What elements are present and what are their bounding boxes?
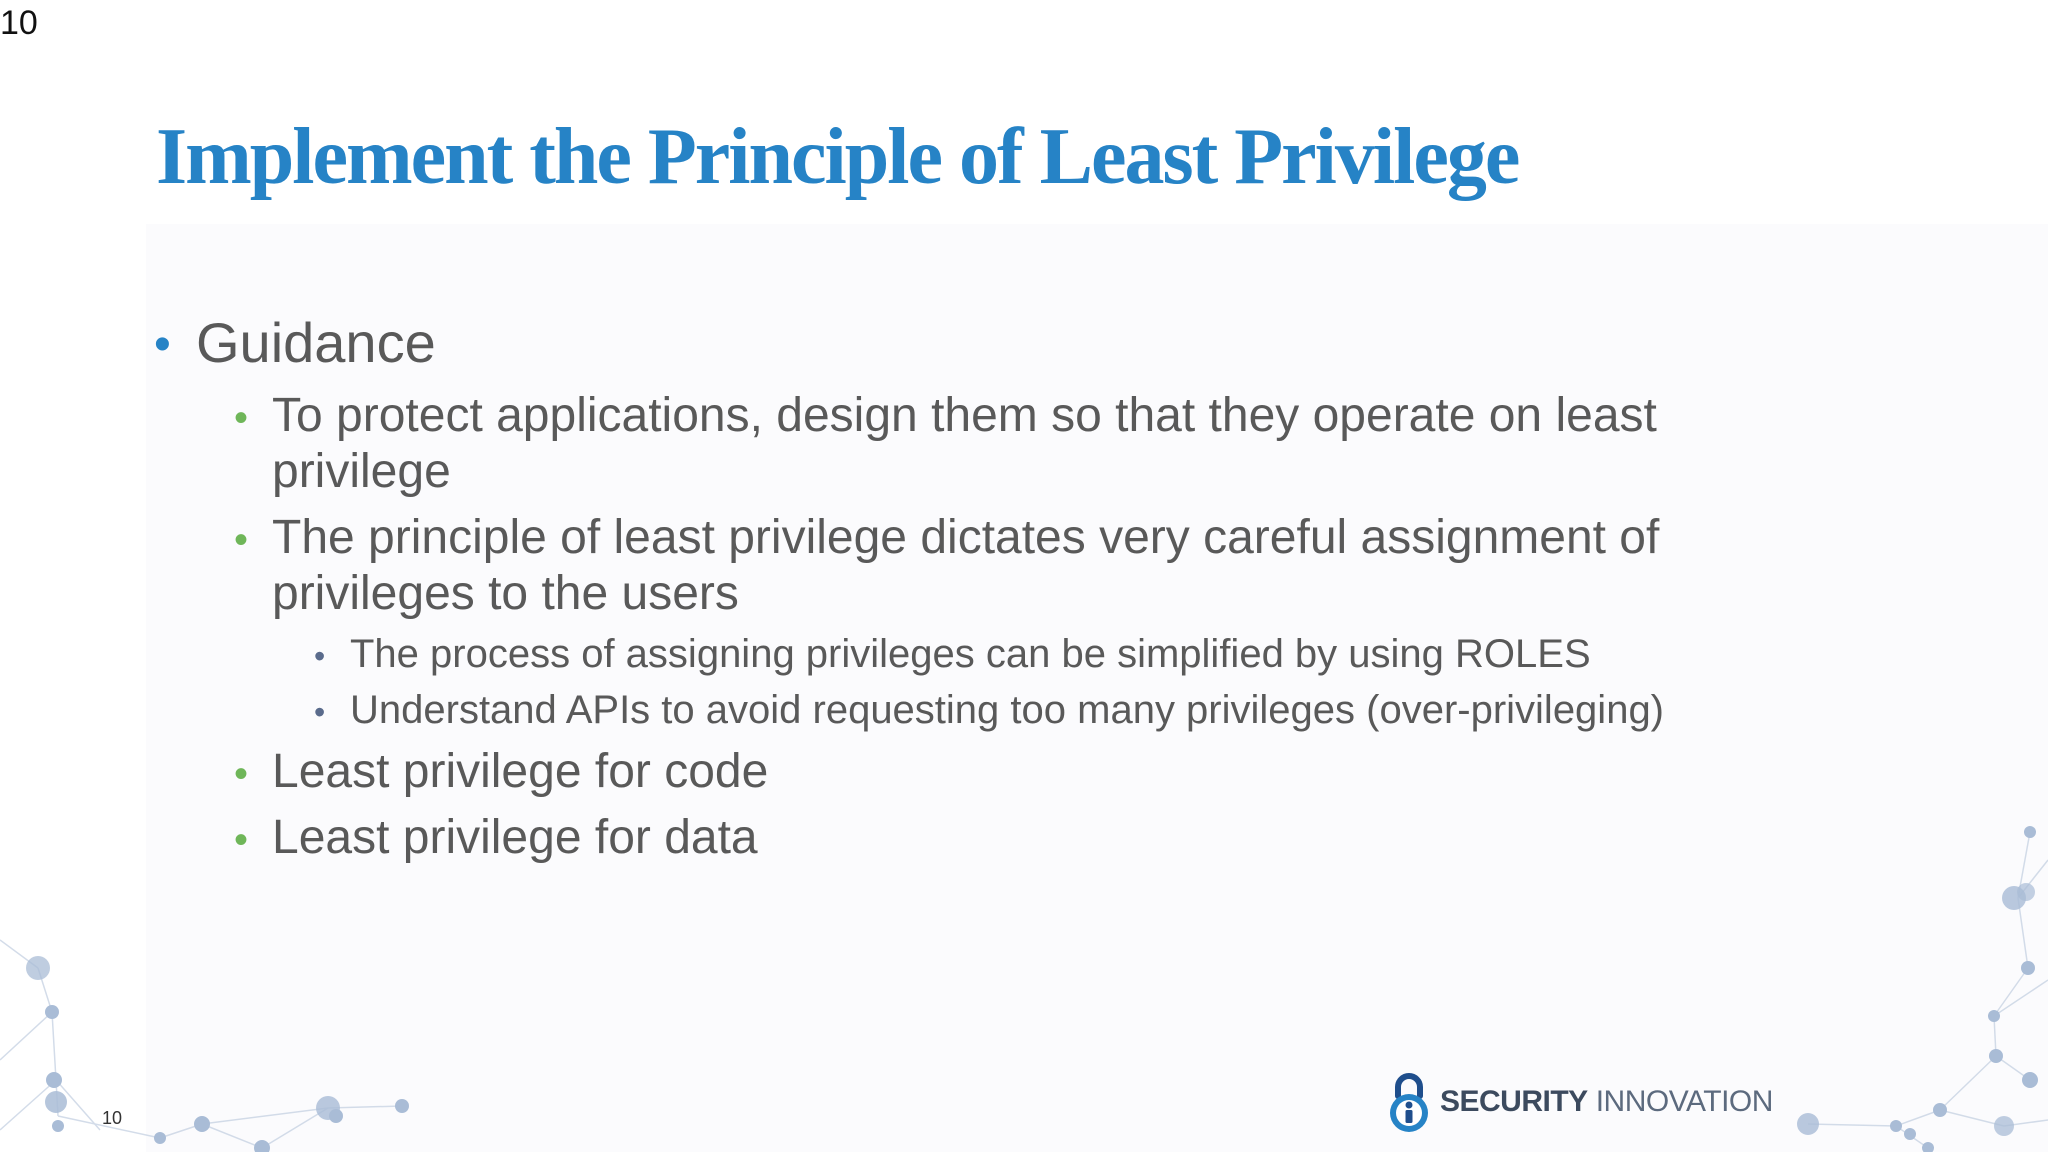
bullet-text: Least privilege for code: [272, 745, 769, 798]
bullet-text: The principle of least privilege dictates very careful assignment of privileges to the users: [272, 511, 1660, 620]
footer-page-number: 10: [102, 1108, 123, 1128]
bullet-least-privilege-data: [234, 810, 1832, 866]
slide-title: Implement the Principle of Least Privilege: [156, 113, 1519, 201]
bullet-least-privilege-code: [234, 744, 1832, 800]
security-innovation-logo: [1384, 1070, 1773, 1134]
bullet-dot: •: [234, 752, 249, 796]
bullet-dot: •: [154, 318, 171, 371]
bullet-text: Understand APIs to avoid requesting too many privileges (over-privileging): [350, 688, 1665, 732]
bullet-dot: •: [234, 518, 249, 562]
bullet-understand-apis: [314, 686, 1850, 734]
bullet-text: Guidance: [196, 311, 436, 374]
padlock-i-icon: [1384, 1070, 1434, 1134]
logo-wordmark-innovation: INNOVATION: [1595, 1085, 1773, 1118]
logo-wordmark-security: SECURITY: [1440, 1085, 1588, 1118]
bullet-text: Least privilege for data: [272, 811, 758, 864]
page-number-top: 10: [0, 4, 38, 42]
bullet-protect-applications: [234, 388, 1832, 500]
bullet-dot: •: [314, 638, 326, 674]
bullet-dot: •: [314, 694, 326, 730]
bullet-dot: •: [234, 818, 249, 862]
bullet-text: The process of assigning privileges can be simplified by using ROLES: [350, 632, 1591, 676]
bullet-guidance: [154, 310, 436, 376]
bullet-dot: •: [234, 396, 249, 440]
bullet-principle-dictates: [234, 510, 1832, 622]
bullet-text: To protect applications, design them so that they operate on least privilege: [272, 389, 1657, 498]
bullet-roles: [314, 630, 1850, 678]
